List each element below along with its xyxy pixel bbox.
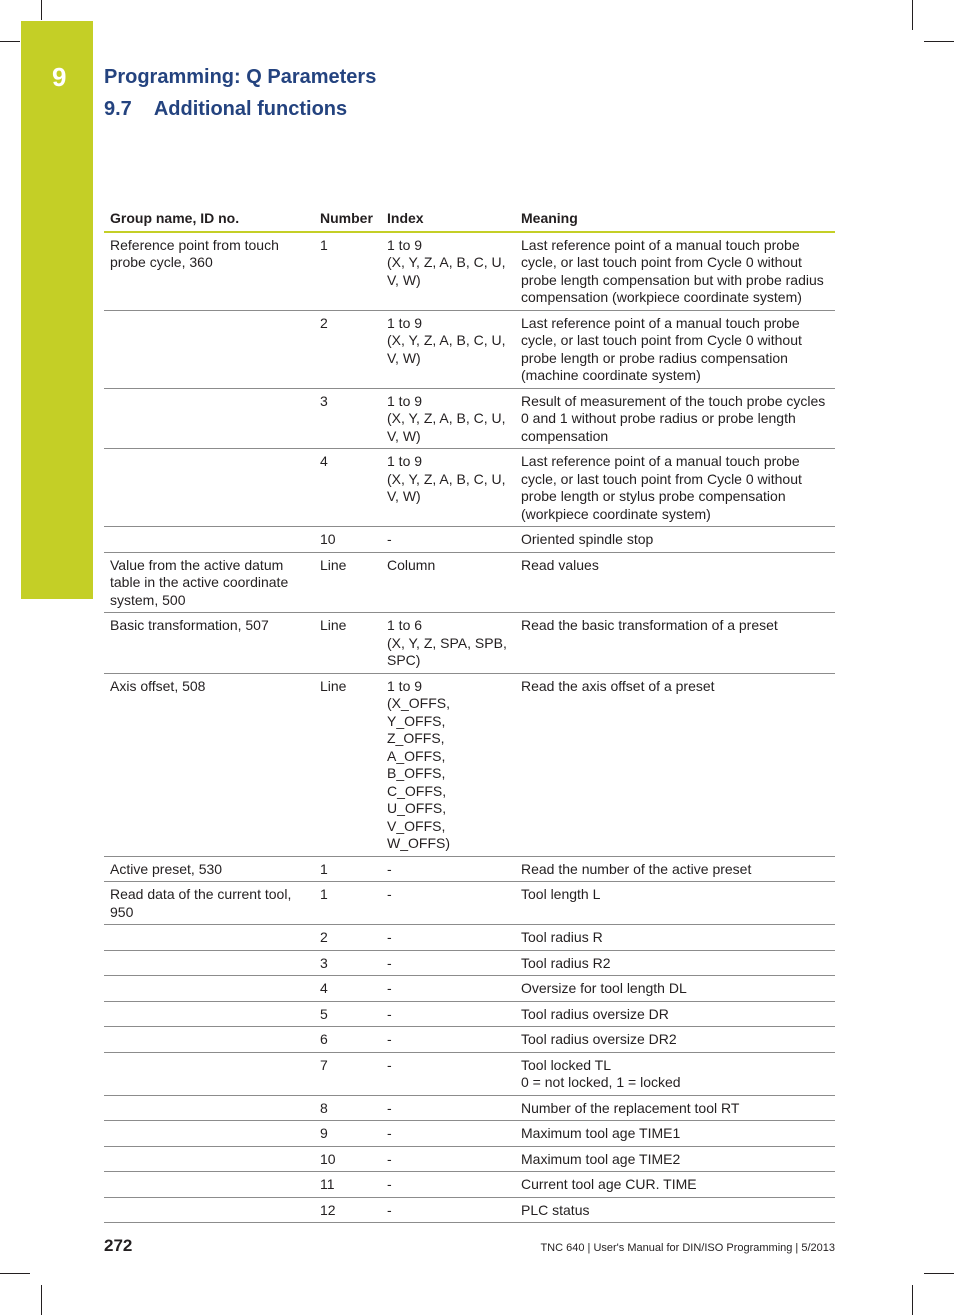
index-cell	[381, 613, 515, 674]
meaning-cell	[515, 232, 835, 311]
number-cell	[314, 388, 381, 449]
number-cell-text: 7	[320, 1056, 328, 1073]
number-cell	[314, 310, 381, 388]
meaning-cell	[515, 1197, 835, 1223]
number-cell-text: 10	[320, 531, 336, 547]
group-cell	[104, 1027, 314, 1053]
index-cell-text: 1 to 9 (X, Y, Z, A, B, C, U, V, W)	[387, 236, 506, 288]
index-cell	[381, 1027, 515, 1053]
index-cell-text: -	[387, 860, 392, 877]
number-cell	[314, 1121, 381, 1147]
table-row	[104, 232, 835, 311]
index-cell-text: -	[387, 1201, 392, 1218]
index-cell	[381, 388, 515, 449]
meaning-cell	[515, 1121, 835, 1147]
index-cell	[381, 856, 515, 882]
group-cell	[104, 976, 314, 1002]
group-cell	[104, 925, 314, 951]
index-cell-text: -	[387, 929, 392, 945]
group-cell-text: Active preset, 530	[110, 860, 223, 877]
group-cell	[104, 1095, 314, 1121]
meaning-cell-text: Tool locked TL 0 = not locked, 1 = locked	[521, 1056, 681, 1090]
index-cell	[381, 1146, 515, 1172]
number-cell	[314, 1197, 381, 1223]
table-row	[104, 1052, 835, 1095]
index-cell-text: 1 to 9 (X, Y, Z, A, B, C, U, V, W)	[387, 453, 506, 504]
index-cell	[381, 882, 515, 925]
index-cell	[381, 976, 515, 1002]
meaning-cell	[515, 673, 835, 856]
number-cell	[314, 1027, 381, 1053]
number-cell-text: 1	[320, 236, 328, 253]
meaning-cell	[515, 882, 835, 925]
group-cell	[104, 1197, 314, 1223]
crop-mark	[912, 0, 913, 30]
number-cell-text: 8	[320, 1099, 328, 1116]
group-cell	[104, 449, 314, 527]
table-row	[104, 388, 835, 449]
meaning-cell	[515, 925, 835, 951]
index-cell-text: -	[387, 1056, 392, 1073]
index-cell-text: -	[387, 1031, 392, 1047]
group-cell-text: Basic transformation, 507	[110, 617, 269, 633]
section-title: Additional functions	[153, 98, 348, 120]
meaning-cell-text: Maximum tool age TIME1	[521, 1125, 681, 1141]
meaning-cell	[515, 613, 835, 674]
crop-mark	[0, 41, 20, 42]
table-row	[104, 552, 835, 613]
group-cell	[104, 1052, 314, 1095]
index-cell	[381, 1121, 515, 1147]
number-cell-text: 6	[320, 1031, 328, 1047]
table-row	[104, 1027, 835, 1053]
index-cell-text: 1 to 9 (X, Y, Z, A, B, C, U, V, W)	[387, 314, 506, 366]
meaning-cell	[515, 449, 835, 527]
group-cell	[104, 1001, 314, 1027]
number-cell	[314, 613, 381, 674]
table-row	[104, 613, 835, 674]
index-cell	[381, 1052, 515, 1095]
number-cell	[314, 1095, 381, 1121]
number-cell-text: 3	[320, 392, 328, 409]
index-cell	[381, 950, 515, 976]
crop-mark	[924, 1273, 954, 1274]
number-cell	[314, 527, 381, 553]
header-number: Number	[314, 208, 381, 232]
index-cell-text: -	[387, 1099, 392, 1116]
meaning-cell-text: Oversize for tool length DL	[521, 980, 687, 996]
meaning-cell	[515, 976, 835, 1002]
meaning-cell-text: Oriented spindle stop	[521, 531, 654, 547]
meaning-cell-text: Tool radius R	[521, 929, 603, 945]
table-row	[104, 527, 835, 553]
number-cell-text: 12	[320, 1201, 336, 1218]
table-header-row	[104, 208, 835, 232]
number-cell	[314, 950, 381, 976]
number-cell	[314, 882, 381, 925]
group-cell	[104, 1146, 314, 1172]
meaning-cell-text: Read the number of the active preset	[521, 860, 752, 877]
number-cell-text: 9	[320, 1125, 328, 1141]
table-row	[104, 950, 835, 976]
table-row	[104, 1121, 835, 1147]
meaning-cell-text: PLC status	[521, 1201, 590, 1218]
group-cell	[104, 527, 314, 553]
index-cell	[381, 310, 515, 388]
meaning-cell-text: Current tool age CUR. TIME	[521, 1176, 697, 1192]
meaning-cell	[515, 1095, 835, 1121]
table-row	[104, 1001, 835, 1027]
meaning-cell	[515, 388, 835, 449]
number-cell	[314, 1146, 381, 1172]
table-row	[104, 856, 835, 882]
number-cell-text: 2	[320, 314, 328, 331]
table-row	[104, 1197, 835, 1223]
section-heading	[104, 98, 347, 121]
index-cell-text: 1 to 9 (X, Y, Z, A, B, C, U, V, W)	[387, 392, 506, 444]
index-cell-text: -	[387, 1125, 392, 1141]
index-cell-text: -	[387, 1005, 392, 1022]
number-cell	[314, 1052, 381, 1095]
number-cell-text: 5	[320, 1005, 328, 1022]
number-cell-text: 4	[320, 453, 328, 469]
crop-mark	[41, 1285, 42, 1315]
index-cell-text: -	[387, 954, 392, 971]
meaning-cell-text: Tool radius oversize DR2	[521, 1031, 677, 1047]
group-cell	[104, 310, 314, 388]
index-cell	[381, 527, 515, 553]
meaning-cell	[515, 310, 835, 388]
crop-mark	[41, 0, 42, 20]
meaning-cell	[515, 950, 835, 976]
index-cell	[381, 1001, 515, 1027]
table-row	[104, 882, 835, 925]
number-cell	[314, 673, 381, 856]
section-number: 9.7	[104, 98, 132, 120]
group-cell	[104, 1172, 314, 1198]
number-cell-text: Line	[320, 556, 347, 573]
number-cell	[314, 976, 381, 1002]
group-cell	[104, 232, 314, 311]
number-cell	[314, 552, 381, 613]
table-body	[104, 232, 835, 1223]
chapter-tab	[21, 21, 93, 599]
group-cell	[104, 613, 314, 674]
index-cell-text: -	[387, 980, 392, 996]
footer-text: TNC 640 | User's Manual for DIN/ISO Programming | 5/2013	[540, 1242, 835, 1254]
group-cell	[104, 673, 314, 856]
index-cell-text: 1 to 6 (X, Y, Z, SPA, SPB, SPC)	[387, 617, 507, 668]
number-cell-text: Line	[320, 677, 347, 694]
group-cell	[104, 882, 314, 925]
group-cell	[104, 552, 314, 613]
number-cell-text: Line	[320, 617, 347, 633]
chapter-number: 9	[52, 62, 67, 92]
number-cell	[314, 232, 381, 311]
group-cell	[104, 388, 314, 449]
number-cell	[314, 925, 381, 951]
table-row	[104, 449, 835, 527]
crop-mark	[0, 1273, 30, 1274]
group-cell	[104, 1121, 314, 1147]
index-cell	[381, 1197, 515, 1223]
group-cell	[104, 950, 314, 976]
meaning-cell-text: Tool length L	[521, 886, 601, 902]
number-cell-text: 4	[320, 980, 328, 996]
index-cell	[381, 232, 515, 311]
meaning-cell-text: Last reference point of a manual touch probe cycle, or last touch point from Cycle 0 without probe length or probe radius compensation (machine coordinate system)	[521, 314, 802, 383]
group-cell-text: Axis offset, 508	[110, 677, 206, 694]
header-group: Group name, ID no.	[104, 208, 314, 232]
meaning-cell-text: Maximum tool age TIME2	[521, 1150, 681, 1167]
meaning-cell	[515, 1146, 835, 1172]
index-cell-text: 1 to 9 (X_OFFS, Y_OFFS, Z_OFFS, A_OFFS, B_OFFS, C_OFFS, U_OFFS, V_OFFS, W_OFFS)	[387, 677, 451, 851]
index-cell	[381, 673, 515, 856]
index-cell	[381, 925, 515, 951]
crop-mark	[912, 1285, 913, 1315]
index-cell	[381, 1095, 515, 1121]
table-row	[104, 310, 835, 388]
number-cell	[314, 1001, 381, 1027]
number-cell	[314, 856, 381, 882]
index-cell-text: -	[387, 531, 392, 547]
parameter-table	[104, 208, 835, 1223]
meaning-cell-text: Last reference point of a manual touch probe cycle, or last touch point from Cycle 0 without probe length or stylus probe compensation (workpiece coordinate system)	[521, 453, 802, 522]
number-cell	[314, 1172, 381, 1198]
index-cell	[381, 1172, 515, 1198]
index-cell-text: -	[387, 1150, 392, 1167]
number-cell-text: 10	[320, 1150, 336, 1167]
page-number: 272	[104, 1236, 133, 1255]
meaning-cell	[515, 1172, 835, 1198]
number-cell-text: 1	[320, 860, 328, 877]
table-row	[104, 1146, 835, 1172]
meaning-cell	[515, 1001, 835, 1027]
index-cell-text: -	[387, 886, 392, 902]
group-cell-text: Read data of the current tool, 950	[110, 886, 292, 920]
meaning-cell	[515, 856, 835, 882]
meaning-cell	[515, 1052, 835, 1095]
meaning-cell	[515, 1027, 835, 1053]
header-meaning: Meaning	[515, 208, 835, 232]
index-cell	[381, 552, 515, 613]
meaning-cell-text: Result of measurement of the touch probe cycles 0 and 1 without probe radius or probe length compensation	[521, 392, 826, 444]
table-row	[104, 1095, 835, 1121]
table-row	[104, 976, 835, 1002]
group-cell-text: Value from the active datum table in the active coordinate system, 500	[110, 556, 289, 608]
group-cell	[104, 856, 314, 882]
group-cell-text: Reference point from touch probe cycle, 360	[110, 236, 279, 270]
meaning-cell-text: Last reference point of a manual touch probe cycle, or last touch point from Cycle 0 without probe length compensation but with probe radius compensation (workpiece coordinate system)	[521, 236, 824, 305]
index-cell-text: -	[387, 1176, 392, 1192]
meaning-cell-text: Read values	[521, 556, 599, 573]
meaning-cell	[515, 527, 835, 553]
number-cell-text: 2	[320, 929, 328, 945]
table-row	[104, 925, 835, 951]
crop-mark	[924, 41, 954, 42]
meaning-cell-text: Number of the replacement tool RT	[521, 1099, 740, 1116]
index-cell-text: Column	[387, 556, 436, 573]
number-cell-text: 3	[320, 954, 328, 971]
number-cell-text: 1	[320, 886, 328, 902]
table-row	[104, 1172, 835, 1198]
meaning-cell-text: Tool radius oversize DR	[521, 1005, 669, 1022]
index-cell	[381, 449, 515, 527]
meaning-cell	[515, 552, 835, 613]
chapter-title: Programming: Q Parameters	[104, 66, 377, 88]
header-index: Index	[381, 208, 515, 232]
meaning-cell-text: Read the axis offset of a preset	[521, 677, 715, 694]
meaning-cell-text: Tool radius R2	[521, 954, 611, 971]
number-cell	[314, 449, 381, 527]
number-cell-text: 11	[320, 1176, 335, 1192]
table-row	[104, 673, 835, 856]
meaning-cell-text: Read the basic transformation of a preset	[521, 617, 778, 633]
